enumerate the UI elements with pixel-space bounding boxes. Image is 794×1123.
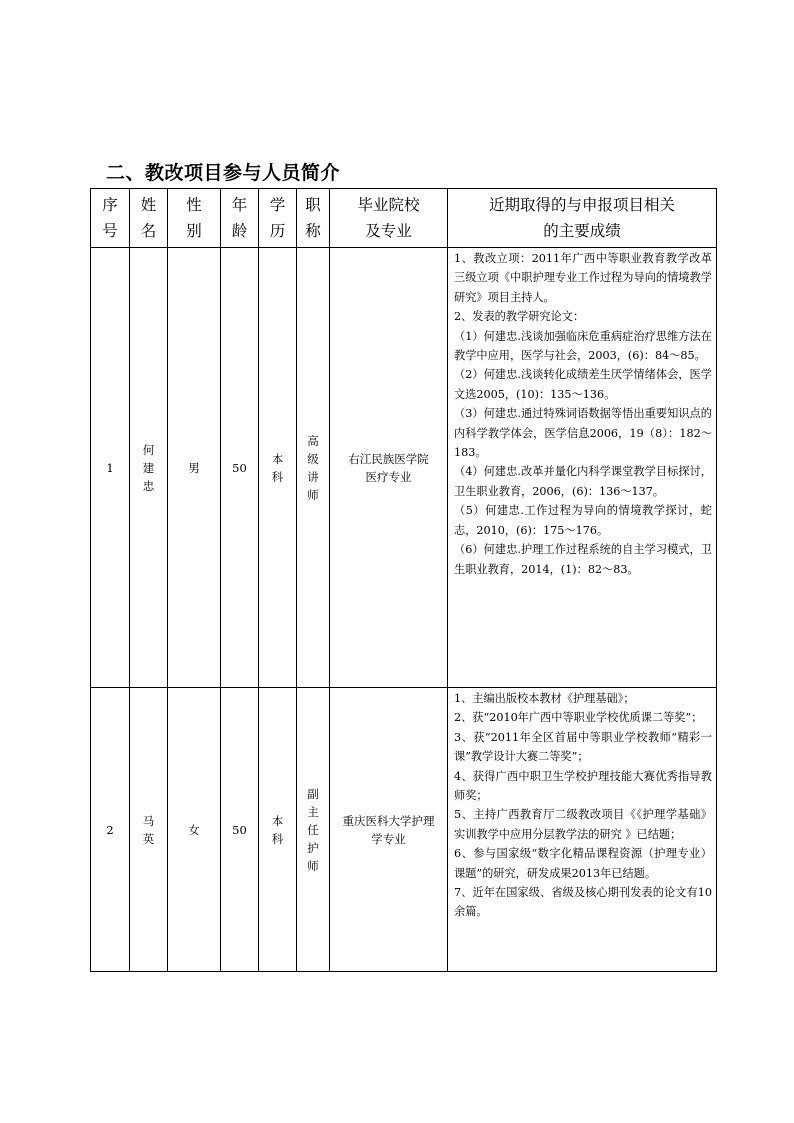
- cell-title: 副主任护师: [297, 688, 330, 972]
- staff-table: [90, 188, 717, 972]
- achievement-item: 2、获“2010年广西中等职业学校优质课二等奖”；: [454, 711, 703, 725]
- achievement-item: 3、获“2011年全区首届中等职业学校教师“精彩一课”教学设计大赛二等奖”；: [454, 730, 712, 764]
- cell-title: 高级讲师: [297, 248, 330, 688]
- section-title: 二、教改项目参与人员简介: [106, 162, 341, 184]
- cell-age: 50: [221, 688, 259, 972]
- achievement-item: 1、教改立项：2011年广西中等职业教育教学改革三级立项《中职护理专业工作过程为导向的情境教学研究》项目主持人。: [454, 252, 712, 304]
- cell-school: 重庆医科大学护理学专业: [330, 688, 448, 972]
- header-no: 序 号: [91, 189, 130, 248]
- cell-age: 50: [221, 248, 259, 688]
- cell-gender: 男: [168, 248, 221, 688]
- achievement-item: 6、参与国家级“数字化精品课程资源（护理专业）课题”的研究，研发成果2013年已结题。: [454, 847, 712, 880]
- header-achievements: 近期取得的与申报项目相关 的主要成绩: [448, 189, 717, 248]
- achievement-item: （3）何建忠.通过特殊词语数据等悟出重要知识点的内科学教学体会，医学信息2006，19（8）：182～183。: [454, 407, 712, 460]
- cell-education: 本科: [259, 248, 297, 688]
- achievement-item: 4、获得广西中职卫生学校护理技能大赛优秀指导教师奖；: [454, 769, 712, 803]
- cell-education: 本科: [259, 688, 297, 972]
- achievement-item: （1）何建忠.浅谈加强临床危重病症治疗思维方法在教学中应用，医学与社会，2003，(6)：84～85。: [454, 329, 712, 363]
- cell-name: 何建忠: [130, 248, 168, 688]
- achievement-item: 5、主持广西教育厅二级教改项目《《护理学基础》实训教学中应用分层教学法的研究 》已结题；: [454, 808, 712, 841]
- table-row: [91, 688, 717, 972]
- header-school: 毕业院校 及专业: [330, 189, 448, 248]
- cell-name: 马英: [130, 688, 168, 972]
- cell-school: 右江民族医学院医疗专业: [330, 248, 448, 688]
- header-age: 年 龄: [221, 189, 259, 248]
- achievement-item: 1、主编出版校本教材《护理基础》；: [454, 692, 635, 705]
- achievement-item: 7、近年在国家级、省级及核心期刊发表的论文有10余篇。: [454, 886, 712, 919]
- header-name: 姓 名: [130, 189, 168, 248]
- header-title: 职 称: [297, 189, 330, 248]
- cell-achievements: [448, 248, 717, 688]
- header-education: 学 历: [259, 189, 297, 248]
- achievement-item: （6）何建忠.护理工作过程系统的自主学习模式，卫生职业教育，2014，(1)：82～83。: [454, 543, 712, 576]
- achievement-item: （5）何建忠.工作过程为导向的情境教学探讨，蛇志，2010，(6)：175～176。: [454, 504, 712, 537]
- table-row: [91, 248, 717, 688]
- cell-gender: 女: [168, 688, 221, 972]
- achievement-item: （4）何建忠.改革并量化内科学课堂教学目标探讨，卫生职业教育，2006，(6)：136～137。: [454, 465, 712, 498]
- achievement-item: 2、发表的教学研究论文：: [454, 310, 585, 324]
- achievement-item: （2）何建忠.浅谈转化成绩差生厌学情绪体会，医学文选2005，(10)：135～136。: [454, 368, 712, 401]
- cell-no: 2: [91, 688, 130, 972]
- cell-achievements: [448, 688, 717, 972]
- cell-no: 1: [91, 248, 130, 688]
- header-gender: 性 别: [168, 189, 221, 248]
- table-header-row: [91, 189, 717, 248]
